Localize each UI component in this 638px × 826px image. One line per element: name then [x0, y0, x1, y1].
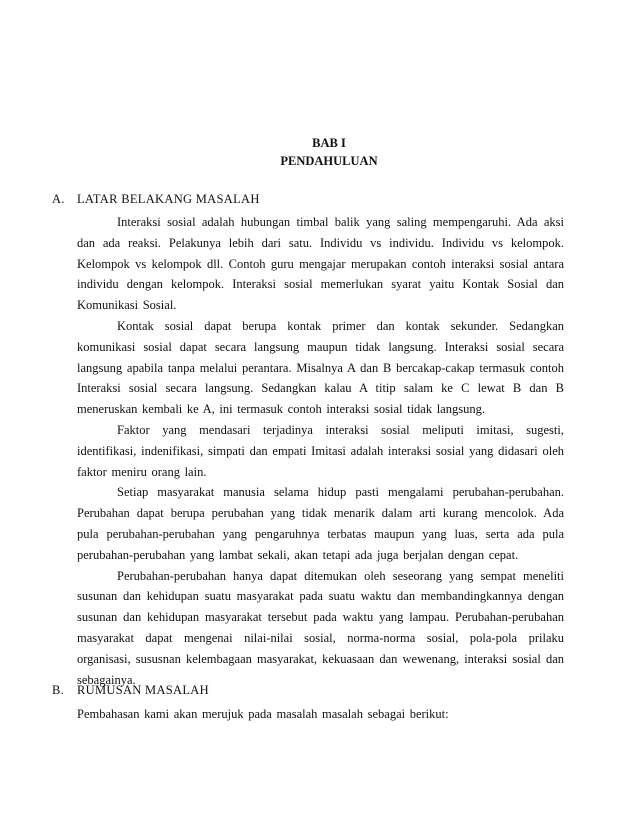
chapter-title: PENDAHULUAN [280, 154, 378, 168]
paragraph-perubahan-masyarakat: Perubahan-perubahan hanya dapat ditemukan oleh seseorang yang sempat meneliti susunan dan kehidupan suatu masyarakat pada suatu waktu dan membandingkannya dengan susunan dan kehidupan masyarakat tersebut pada waktu yang lampau. Perubahan-perubahan masyarakat dapat mengenai nilai-nilai sosial, norma-norma sosial, pola-pola prilaku organisasi, sususnan kelembagaan masyarakat, kekuasaan dan wewenang, interaksi sosial dan sebagainya. [77, 568, 564, 687]
chapter-number: BAB I [312, 136, 346, 150]
paragraph-interaksi-sosial: Interaksi sosial adalah hubungan timbal balik yang saling mempengaruhi. Ada aksi dan ada reaksi. Pelakunya lebih dari satu. Individu vs individu. Individu vs kelompok. Kelompok vs kelompok dll. Contoh guru mengajar merupakan contoh interaksi sosial antara individu dengan kelompok. Interaksi sosial memerlukan syarat yaitu Kontak Sosial dan Komunikasi Sosial. [77, 215, 564, 313]
section-a-body [77, 212, 564, 690]
section-b-body [77, 704, 564, 725]
section-latar-belakang [0, 192, 638, 210]
section-letter: A. [52, 192, 65, 206]
section-heading [0, 192, 638, 210]
section-title: RUMUSAN MASALAH [77, 683, 209, 697]
section-heading [0, 683, 638, 701]
paragraph-lead: Pembahasan kami akan merujuk pada masalah masalah sebagai berikut: [77, 707, 449, 721]
paragraph-faktor: Faktor yang mendasari terjadinya interaksi sosial meliputi imitasi, sugesti, identifikasi, indenifikasi, simpati dan empati Imitasi adalah interaksi sosial yang didasari oleh faktor meniru orang lain. [77, 422, 564, 479]
paragraph-perubahan: Setiap masyarakat manusia selama hidup pasti mengalami perubahan-perubahan. Perubahan dapat berupa perubahan yang tidak menarik dalam arti kurang mencolok. Ada pula perubahan-perubahan yang pengaruhnya terbatas maupun yang luas, serta ada pula perubahan-perubahan yang lambat sekali, akan tetapi ada juga berjalan dengan cepat. [77, 485, 564, 562]
paragraph-kontak-sosial: Kontak sosial dapat berupa kontak primer dan kontak sekunder. Sedangkan komunikasi sosial dapat secara langsung maupun tidak langsung. Interaksi sosial secara langsung apabila tanpa melalui perantara. Misalnya A dan B bercakap-cakap termasuk contoh Interaksi sosial secara langsung. Sedangkan kalau A titip salam ke C lewat B dan B meneruskan kembali ke A, ini termasuk contoh interaksi sosial tidak langsung. [77, 318, 564, 417]
section-letter: B. [52, 683, 65, 697]
section-rumusan-masalah [0, 683, 638, 701]
section-title: LATAR BELAKANG MASALAH [77, 192, 260, 206]
